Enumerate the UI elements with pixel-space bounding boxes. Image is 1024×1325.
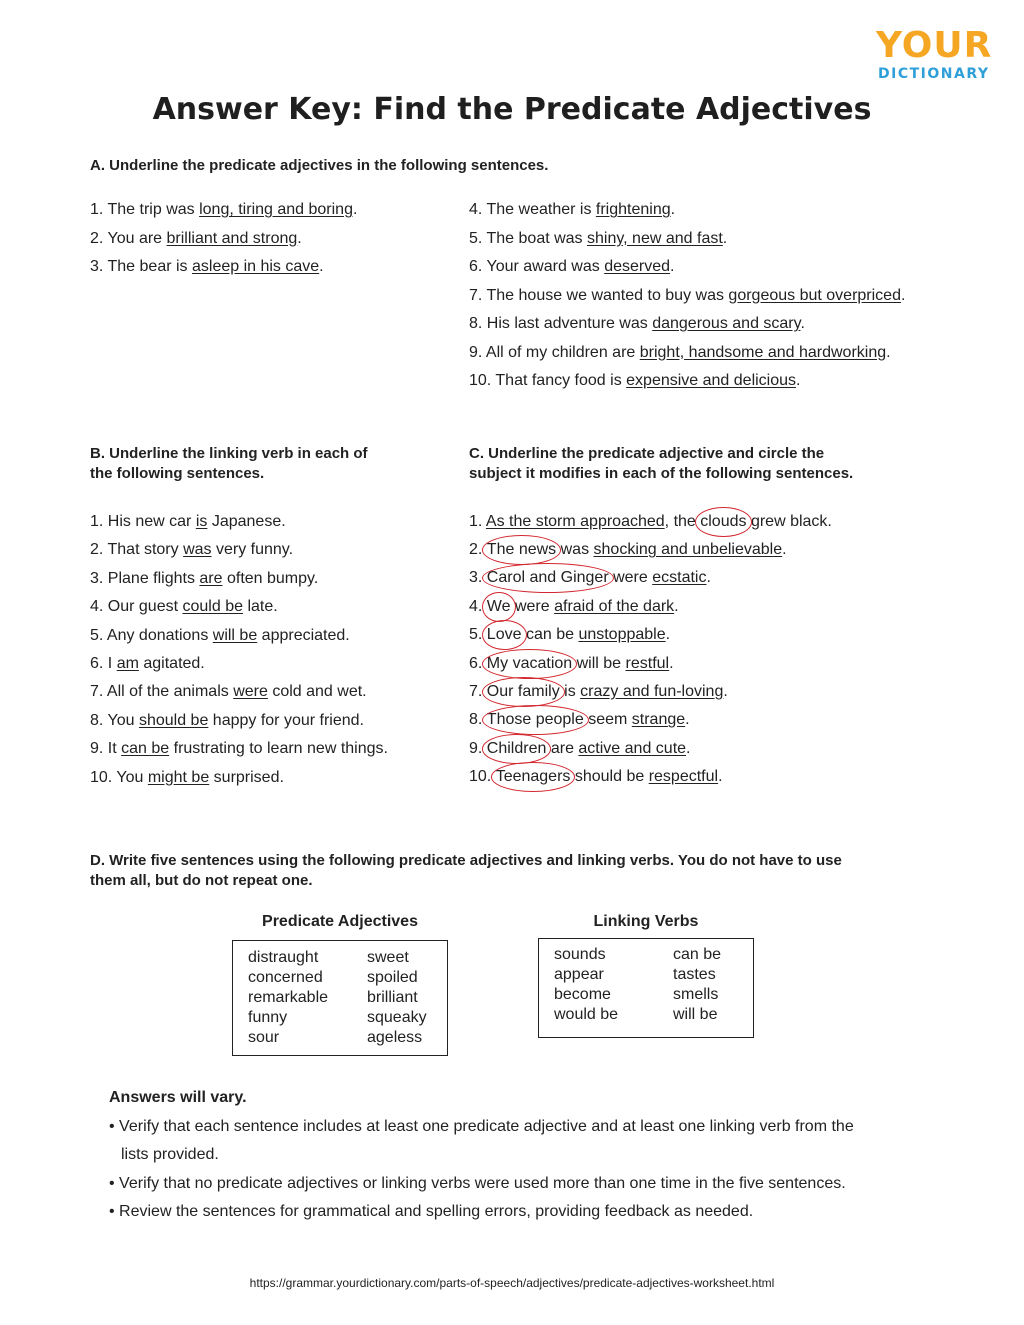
item-text: surprised.	[209, 768, 284, 786]
word-list-item: sweet	[367, 949, 409, 966]
section-a-item	[469, 286, 905, 306]
item-text: .	[352, 201, 358, 218]
item-text: are	[546, 739, 579, 757]
predicate-adjective: ecstatic	[652, 569, 707, 587]
linking-verb: will be	[212, 626, 258, 644]
item-text: 7. The house we wanted to buy was	[469, 286, 729, 304]
item-text: .	[782, 541, 787, 558]
section-c-item	[469, 654, 674, 674]
section-c-heading-line2: subject it modifies in each of the following sentences.	[469, 465, 854, 482]
item-text: .	[674, 597, 679, 615]
word-list-item: sour	[248, 1029, 280, 1046]
predicate-adjective: expensive and delicious	[626, 372, 797, 389]
section-c-item	[469, 739, 690, 759]
section-b-item	[90, 540, 293, 560]
item-text: 4. Our guest	[90, 598, 183, 616]
verbs-box	[538, 938, 754, 1038]
word-list-item: concerned	[248, 969, 323, 986]
predicate-adjective: shiny, new and fast	[587, 229, 723, 247]
section-c-item	[469, 682, 728, 702]
word-list-item: will be	[673, 1006, 718, 1023]
linking-verb: am	[116, 655, 139, 672]
verbs-column-1	[554, 945, 618, 1025]
item-text: 4. The weather is	[469, 201, 596, 218]
section-c-item	[469, 767, 723, 787]
item-text: 1. The trip was	[90, 201, 200, 218]
item-text: .	[900, 286, 906, 304]
item-number: 6.	[469, 654, 487, 672]
item-text: 5. Any donations	[90, 626, 213, 644]
section-b-item	[90, 711, 364, 731]
item-text: 5. The boat was	[469, 229, 587, 247]
predicate-adjective: afraid of the dark	[554, 597, 675, 615]
item-number: 1.	[469, 513, 486, 530]
item-number: 10.	[469, 768, 496, 786]
word-list-item: appear	[554, 966, 604, 983]
answers-heading: Answers will vary.	[109, 1089, 247, 1106]
predicate-adjective: strange	[631, 711, 686, 729]
item-text: .	[665, 626, 671, 644]
section-b-item	[90, 768, 284, 788]
item-number: 7.	[469, 683, 487, 700]
predicate-adjective: active and cute	[578, 739, 687, 757]
section-b-item	[90, 739, 388, 759]
circled-subject: My vacation	[486, 654, 573, 672]
word-list-item: funny	[248, 1009, 288, 1026]
item-text: .	[297, 229, 302, 247]
item-text: cold and wet.	[267, 683, 367, 701]
item-text: were	[608, 569, 653, 587]
item-text: .	[670, 201, 676, 218]
item-number: 9.	[469, 739, 487, 757]
section-b-item	[90, 569, 318, 589]
item-text: 1. His new car	[90, 513, 196, 530]
linking-verb: were	[233, 683, 268, 701]
item-text: , the	[664, 513, 701, 530]
word-list-item: remarkable	[248, 989, 329, 1006]
item-text: .	[319, 258, 324, 275]
section-a-item	[469, 314, 805, 334]
section-c-heading-line1: C. Underline the predicate adjective and circle the	[469, 445, 825, 462]
linking-verb: is	[195, 513, 208, 530]
footer-url: https://grammar.yourdictionary.com/parts-of-speech/adjectives/predicate-adjectives-worksheet.html	[249, 1276, 775, 1290]
item-text: 3. The bear is	[90, 258, 192, 275]
section-a-item	[469, 371, 800, 391]
item-text: .	[706, 569, 711, 587]
circled-subject: Carol and Ginger	[486, 569, 609, 587]
predicate-adjective: dangerous and scary	[652, 315, 801, 332]
section-d-heading-line1: D. Write five sentences using the following predicate adjectives and linking verbs. You do not have to use	[90, 852, 842, 869]
logo-your: YOUR	[876, 25, 993, 66]
section-a-item	[469, 343, 891, 363]
answers-bullet-2: • Verify that no predicate adjectives or linking verbs were used more than one time in the five sentences.	[109, 1175, 846, 1192]
section-a-item	[90, 229, 302, 249]
item-text: 2. You are	[90, 229, 167, 247]
section-a-item	[469, 200, 675, 220]
section-b-item	[90, 597, 278, 617]
predicate-adjective: respectful	[648, 768, 719, 786]
adjectives-column-1	[248, 948, 328, 1048]
predicate-adjective: As the storm approached	[485, 513, 665, 530]
section-a-item	[469, 229, 727, 249]
item-text: late.	[243, 598, 278, 616]
answers-bullet-3: • Review the sentences for grammatical and spelling errors, providing feedback as needed.	[109, 1203, 754, 1220]
item-text: .	[723, 683, 728, 700]
item-text: 8. His last adventure was	[469, 315, 653, 332]
predicate-adjective: restful	[625, 654, 670, 672]
section-c-item	[469, 568, 711, 588]
item-text: will be	[572, 654, 626, 672]
section-a-item	[90, 200, 357, 220]
item-text: Japanese.	[207, 513, 286, 530]
logo-dictionary: DICTIONARY	[878, 66, 990, 82]
item-number: 8.	[469, 711, 487, 729]
item-text: 7. All of the animals	[90, 683, 234, 701]
word-list-item: brilliant	[367, 989, 418, 1006]
linking-verb: might be	[147, 768, 210, 786]
item-text: 2. That story	[90, 541, 184, 559]
word-list-item: would be	[554, 1006, 619, 1023]
circled-subject: Those people	[486, 711, 584, 729]
item-text: .	[686, 739, 691, 757]
item-text: was	[556, 541, 594, 558]
predicate-adjective: asleep in his cave	[191, 258, 320, 275]
page-title: Answer Key: Find the Predicate Adjectives	[152, 92, 872, 127]
verbs-table-title: Linking Verbs	[593, 913, 699, 930]
item-number: 4.	[469, 597, 487, 615]
word-list-item: squeaky	[367, 1009, 427, 1026]
section-b-item	[90, 654, 205, 674]
item-text: 9. It	[90, 740, 122, 758]
item-text: .	[886, 343, 891, 361]
linking-verb: was	[183, 541, 212, 559]
section-c-item	[469, 540, 787, 560]
predicate-adjective: crazy and fun-loving	[580, 683, 724, 700]
item-text: often bumpy.	[222, 569, 319, 587]
circled-subject: Love	[486, 626, 522, 644]
item-text: .	[685, 711, 690, 729]
item-text: happy for your friend.	[208, 711, 364, 729]
section-a-heading: A. Underline the predicate adjectives in the following sentences.	[90, 157, 549, 174]
section-b-heading-line2: the following sentences.	[90, 465, 265, 482]
predicate-adjective: bright, handsome and hardworking	[639, 343, 887, 361]
item-number: 5.	[469, 626, 487, 644]
linking-verb: can be	[121, 740, 170, 758]
predicate-adjective: deserved	[604, 258, 671, 275]
linking-verb: should be	[138, 711, 209, 729]
item-text: 8. You	[90, 711, 139, 729]
section-c-item	[469, 512, 832, 532]
word-list-item: smells	[673, 986, 719, 1003]
verbs-column-2	[673, 945, 721, 1025]
linking-verb: could be	[182, 598, 243, 616]
adjectives-box	[232, 940, 448, 1056]
item-text: grew black.	[746, 513, 832, 530]
circled-subject: We	[486, 597, 511, 615]
item-text: can be	[521, 626, 579, 644]
section-c-item	[469, 710, 690, 730]
section-a-item	[469, 257, 674, 277]
predicate-adjective: frightening	[595, 201, 671, 218]
word-list-item: distraught	[248, 949, 319, 966]
item-text: very funny.	[211, 541, 294, 559]
word-list-item: ageless	[367, 1029, 423, 1046]
item-text: seem	[583, 711, 632, 729]
item-text: .	[718, 768, 723, 786]
section-a-item	[90, 257, 324, 277]
predicate-adjective: gorgeous but overpriced	[728, 286, 901, 304]
adjectives-table-title: Predicate Adjectives	[262, 913, 418, 930]
circled-subject: Children	[486, 739, 547, 757]
section-b-item	[90, 682, 367, 702]
circled-subject: clouds	[700, 513, 747, 530]
adjectives-column-2	[367, 948, 427, 1048]
section-b-item	[90, 626, 350, 646]
item-text: is	[559, 683, 581, 700]
item-text: appreciated.	[257, 626, 350, 644]
linking-verb: are	[199, 569, 223, 587]
item-text: 6. Your award was	[469, 258, 605, 275]
circled-subject: Teenagers	[495, 768, 571, 786]
section-c-item	[469, 625, 670, 645]
item-text: 6. I	[90, 655, 117, 672]
answers-bullet-1-cont: lists provided.	[121, 1146, 219, 1163]
item-text: .	[669, 654, 674, 672]
yourdictionary-logo	[876, 25, 998, 88]
section-b-heading-line1: B. Underline the linking verb in each of	[90, 445, 368, 462]
section-c-item	[469, 597, 679, 617]
word-list-item: spoiled	[367, 969, 418, 986]
word-list-item: can be	[673, 946, 722, 963]
item-text: should be	[570, 768, 649, 786]
section-d-heading-line2: them all, but do not repeat one.	[90, 872, 313, 889]
predicate-adjective: shocking and unbelievable	[593, 541, 783, 558]
item-text: 9. All of my children are	[469, 343, 640, 361]
predicate-adjective: long, tiring and boring	[199, 201, 353, 218]
item-number: 2.	[469, 541, 487, 558]
item-text: frustrating to learn new things.	[169, 740, 388, 758]
circled-subject: The news	[486, 541, 557, 558]
predicate-adjective: unstoppable	[578, 626, 666, 644]
word-list-item: become	[554, 986, 611, 1003]
item-text: agitated.	[138, 655, 205, 672]
circled-subject: Our family	[486, 683, 560, 700]
item-text: .	[796, 372, 801, 389]
word-list-item: tastes	[673, 966, 716, 983]
section-b-item	[90, 512, 286, 532]
item-text: were	[510, 597, 555, 615]
item-text: 10. That fancy food is	[469, 372, 627, 389]
item-text: 3. Plane flights	[90, 569, 200, 587]
answers-bullet-1: • Verify that each sentence includes at least one predicate adjective and at least one linking verb from the	[109, 1118, 854, 1135]
item-text: .	[722, 229, 728, 247]
item-text: 10. You	[90, 768, 148, 786]
item-number: 3.	[469, 569, 487, 587]
item-text: .	[670, 258, 675, 275]
predicate-adjective: brilliant and strong	[166, 229, 298, 247]
word-list-item: sounds	[554, 946, 606, 963]
item-text: .	[800, 315, 805, 332]
